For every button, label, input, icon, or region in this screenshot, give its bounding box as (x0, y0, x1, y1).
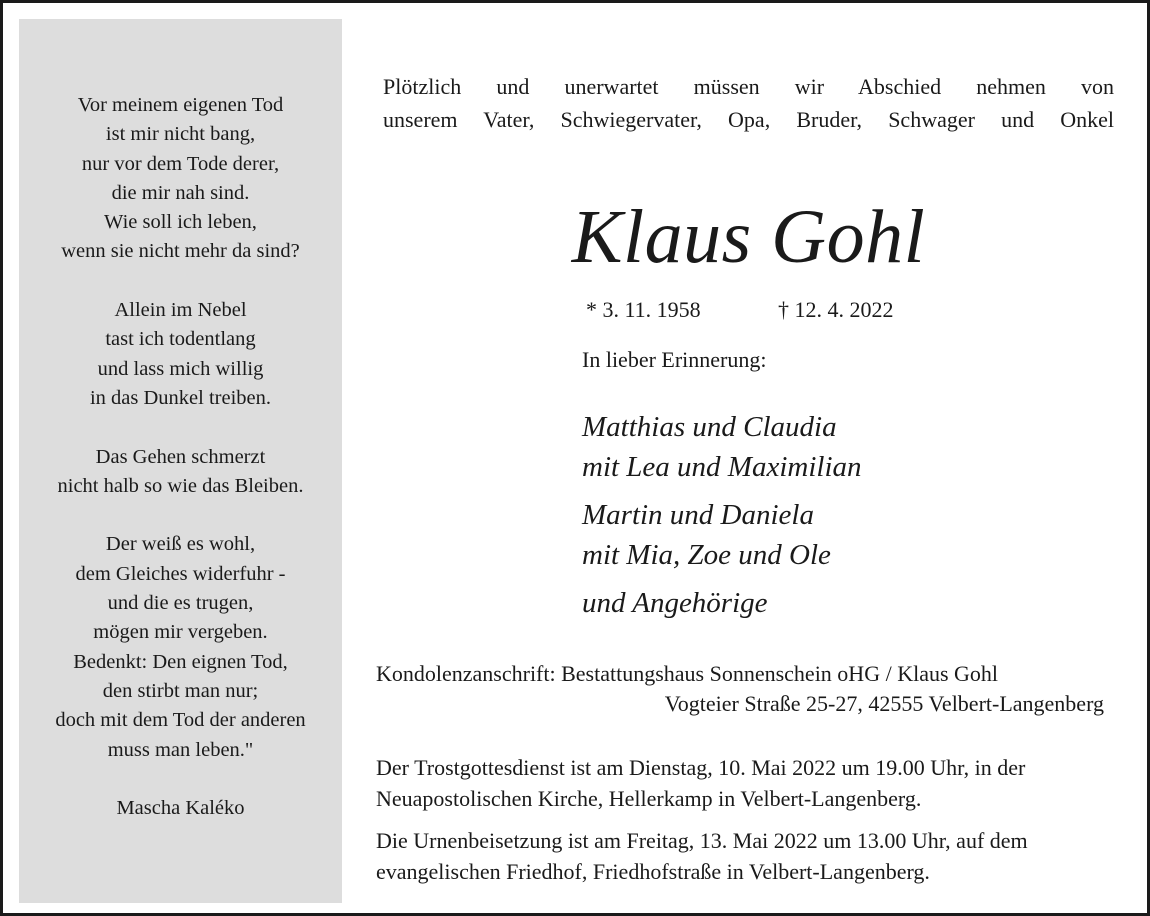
poem-line: in das Dunkel treiben. (89, 386, 272, 409)
family-line: mit Mia, Zoe und Ole (582, 539, 831, 571)
intro-line-1: Plötzlich und unerwartet müssen wir Abschied nehmen von (383, 74, 1114, 99)
family-list (582, 407, 862, 631)
poem-line: dem Gleiches widerfuhr - (75, 562, 286, 585)
poem-line: nur vor dem Tode derer, (81, 152, 280, 175)
poem-stanza-1 (19, 91, 342, 267)
family-line: und Angehörige (582, 587, 768, 619)
death-date: † 12. 4. 2022 (778, 297, 894, 322)
poem (19, 91, 342, 823)
condolence-line-1: Kondolenzanschrift: Bestattungshaus Sonnenschein oHG / Klaus Gohl (376, 661, 999, 686)
family-group (582, 407, 862, 487)
poem-line: wenn sie nicht mehr da sind? (61, 240, 300, 263)
poem-line: und die es trugen, (107, 592, 254, 615)
poem-line: ist mir nicht bang, (105, 123, 256, 146)
service-info (376, 752, 1124, 898)
poem-author: Mascha Kaléko (116, 797, 245, 820)
poem-line: den stirbt man nur; (102, 679, 259, 702)
memorial-service-text: Der Trostgottesdienst ist am Dienstag, 10. Mai 2022 um 19.00 Uhr, in der Neuapostolischen Kirche, Hellerkamp in Velbert-Langenberg. (376, 755, 1026, 811)
poem-line: tast ich todentlang (105, 328, 256, 351)
poem-stanza-3 (19, 443, 342, 502)
poem-line: und lass mich willig (97, 357, 264, 380)
poem-line: nicht halb so wie das Bleiben. (57, 474, 304, 497)
family-group (582, 583, 862, 623)
condolence-address (376, 659, 1106, 719)
urn-burial-text: Die Urnenbeisetzung ist am Freitag, 13. Mai 2022 um 13.00 Uhr, auf dem evangelischen Friedhof, Friedhofstraße in Velbert-Langenberg. (376, 828, 1028, 884)
poem-line: Bedenkt: Den eignen Tod, (73, 650, 288, 673)
poem-line: Wie soll ich leben, (104, 211, 257, 234)
family-line: mit Lea und Maximilian (582, 451, 862, 483)
poem-line: mögen mir vergeben. (93, 621, 268, 644)
poem-line: muss man leben." (107, 738, 254, 761)
family-line: Martin und Daniela (582, 499, 814, 531)
poem-line: Der weiß es wohl, (105, 533, 256, 556)
poem-stanza-2 (19, 296, 342, 413)
family-group (582, 495, 862, 575)
poem-line: Allein im Nebel (114, 299, 247, 322)
birth-date: * 3. 11. 1958 (586, 297, 701, 322)
memory-label: In lieber Erinnerung: (582, 347, 767, 372)
poem-line: Das Gehen schmerzt (95, 445, 266, 468)
poem-line: die mir nah sind. (111, 181, 250, 204)
poem-line: Vor meinem eigenen Tod (77, 94, 284, 116)
intro-line-2: unserem Vater, Schwiegervater, Opa, Bruder, Schwager und Onkel (383, 107, 1114, 132)
poem-line: doch mit dem Tod der anderen (55, 709, 306, 732)
poem-panel (19, 19, 342, 903)
family-line: Matthias und Claudia (582, 411, 837, 443)
deceased-name: Klaus Gohl (571, 195, 926, 279)
intro-text (383, 70, 1114, 136)
poem-stanza-4 (19, 530, 342, 764)
condolence-line-2: Vogteier Straße 25-27, 42555 Velbert-Langenberg (664, 691, 1104, 716)
